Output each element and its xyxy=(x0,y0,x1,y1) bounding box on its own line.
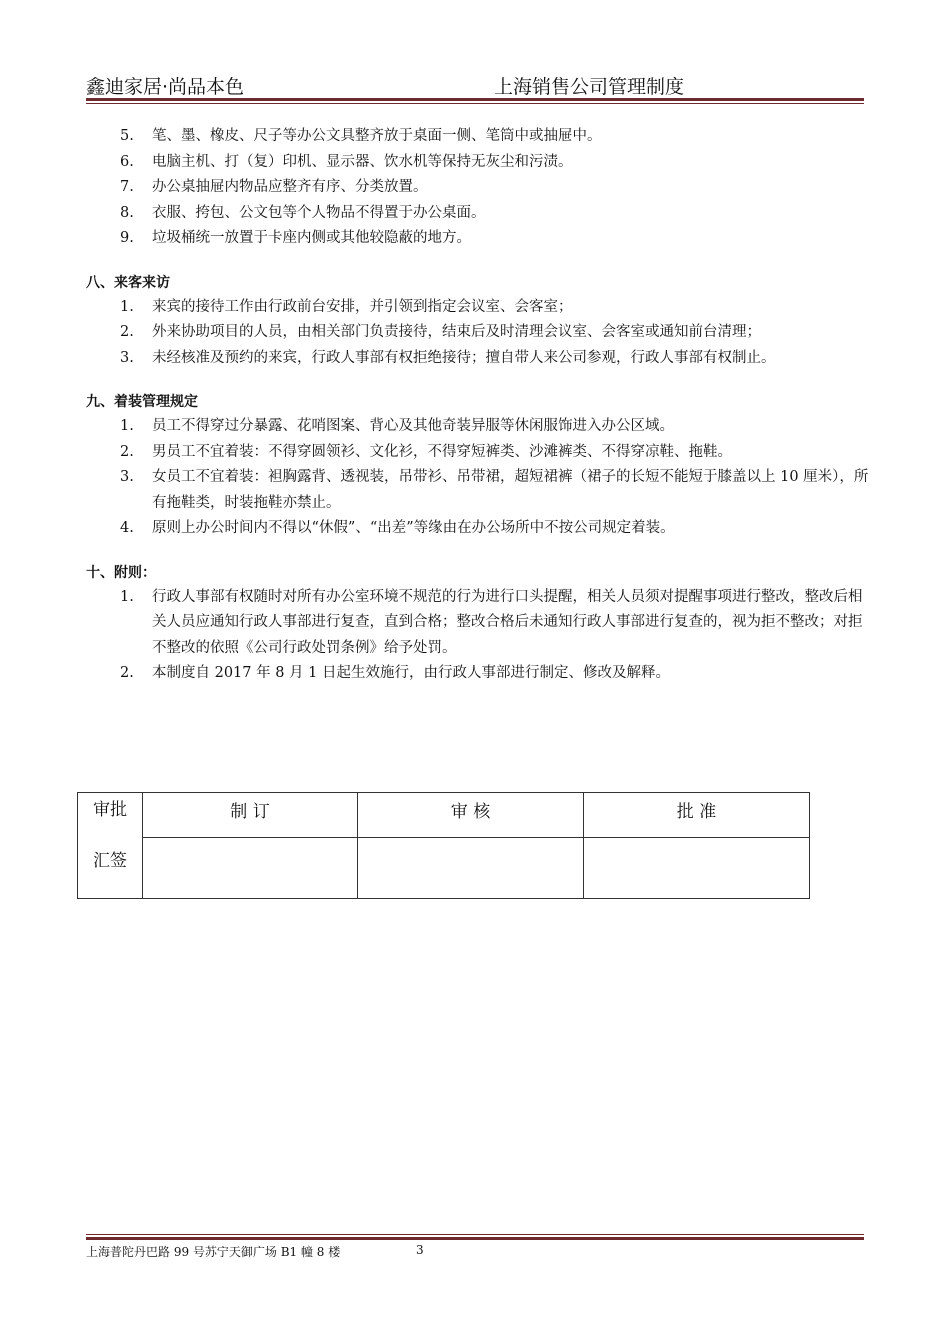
approval-table xyxy=(77,792,810,899)
footer-rule-thick xyxy=(86,1237,864,1240)
list-item xyxy=(86,346,876,372)
item-number: 4. xyxy=(120,520,134,536)
list-item xyxy=(86,201,876,227)
item-number: 6. xyxy=(120,153,134,170)
item-text: 男员工不宜着装：不得穿圆领衫、文化衫，不得穿短裤类、沙滩裤类、不得穿凉鞋、拖鞋。 xyxy=(152,443,732,460)
item-number: 3. xyxy=(120,469,134,485)
col-drafted-header: 制 订 xyxy=(143,793,358,838)
document-title: 上海销售公司管理制度 xyxy=(494,76,685,98)
section-dress-code xyxy=(86,390,876,542)
item-text: 笔、墨、橡皮、尺子等办公文具整齐放于桌面一侧、笔筒中或抽屉中。 xyxy=(152,128,602,144)
item-text: 电脑主机、打（复）印机、显示器、饮水机等保持无灰尘和污渍。 xyxy=(152,153,573,170)
header-rule-thick xyxy=(86,98,864,101)
item-number: 5. xyxy=(120,128,134,144)
item-number: 2. xyxy=(120,324,134,340)
item-number: 2. xyxy=(120,443,134,460)
item-text: 女员工不宜着装：袒胸露背、透视装，吊带衫、吊带裙，超短裙裤（裙子的长短不能短于膝盖以上 10 厘米），所有拖鞋类，时装拖鞋亦禁止。 xyxy=(152,469,869,511)
countersign-label: 汇签 xyxy=(93,851,127,871)
item-text: 办公桌抽屉内物品应整齐有序、分类放置。 xyxy=(152,179,428,195)
item-number: 1. xyxy=(120,588,134,605)
header-rule-thin xyxy=(86,103,864,104)
item-text: 衣服、挎包、公文包等个人物品不得置于办公桌面。 xyxy=(152,204,486,221)
list-item xyxy=(86,440,876,466)
item-number: 8. xyxy=(120,204,134,221)
approval-side-label xyxy=(78,793,143,899)
approved-signature-cell xyxy=(584,838,810,899)
item-text: 行政人事部有权随时对所有办公室环境不规范的行为进行口头提醒，相关人员须对提醒事项进行整改，整改后相关人员应通知行政人事部进行复查，直到合格；整改合格后未通知行政人事部进行复查的，视为拒不整改；对拒不整改的依照《公司行政处罚条例》给予处罚。 xyxy=(152,588,863,656)
item-number: 3. xyxy=(120,349,134,366)
item-text: 垃圾桶统一放置于卡座内侧或其他较隐蔽的地方。 xyxy=(152,230,471,246)
page-number: 3 xyxy=(416,1243,424,1257)
item-text: 员工不得穿过分暴露、花哨图案、背心及其他奇装异服等休闲服饰进入办公区域。 xyxy=(152,418,674,434)
item-text: 未经核准及预约的来宾，行政人事部有权拒绝接待；擅自带人来公司参观，行政人事部有权制止。 xyxy=(152,349,776,366)
list-item xyxy=(86,414,876,440)
list-item xyxy=(86,226,876,252)
col-reviewed-header: 审 核 xyxy=(358,793,584,838)
list-item xyxy=(86,585,876,662)
list-item xyxy=(86,465,876,516)
list-item xyxy=(86,295,876,321)
section-title: 九、着装管理规定 xyxy=(86,394,198,410)
brand-name: 鑫迪家居·尚品本色 xyxy=(86,76,245,98)
col-approved-header: 批 准 xyxy=(584,793,810,838)
approval-label: 审批 xyxy=(93,800,127,820)
item-number: 1. xyxy=(120,298,134,315)
list-item xyxy=(86,175,876,201)
section-visitors xyxy=(86,271,876,372)
section-title: 十、附则： xyxy=(86,564,156,581)
continued-list xyxy=(86,124,876,252)
list-item xyxy=(86,320,876,346)
reviewed-signature-cell xyxy=(358,838,584,899)
item-number: 9. xyxy=(120,230,134,246)
item-text: 外来协助项目的人员，由相关部门负责接待，结束后及时清理会议室、会客室或通知前台清理； xyxy=(152,324,761,340)
item-text: 原则上办公时间内不得以“休假”、“出差”等缘由在办公场所中不按公司规定着装。 xyxy=(152,520,675,536)
item-number: 2. xyxy=(120,665,134,681)
drafted-signature-cell xyxy=(143,838,358,899)
list-item xyxy=(86,150,876,176)
footer-rule-thin xyxy=(86,1234,864,1235)
page-footer xyxy=(86,1243,424,1260)
item-text: 本制度自 2017 年 8 月 1 日起生效施行，由行政人事部进行制定、修改及解释。 xyxy=(152,665,671,681)
item-number: 1. xyxy=(120,418,134,434)
company-address: 上海普陀丹巴路 99 号苏宁天御广场 B1 幢 8 楼 xyxy=(86,1245,341,1259)
list-item xyxy=(86,661,876,687)
list-item xyxy=(86,124,876,150)
document-body xyxy=(86,124,876,687)
item-number: 7. xyxy=(120,179,134,195)
item-text: 来宾的接待工作由行政前台安排，并引领到指定会议室、会客室； xyxy=(152,298,573,315)
section-supplementary xyxy=(86,561,876,687)
list-item xyxy=(86,516,876,542)
section-title: 八、来客来访 xyxy=(86,274,170,291)
